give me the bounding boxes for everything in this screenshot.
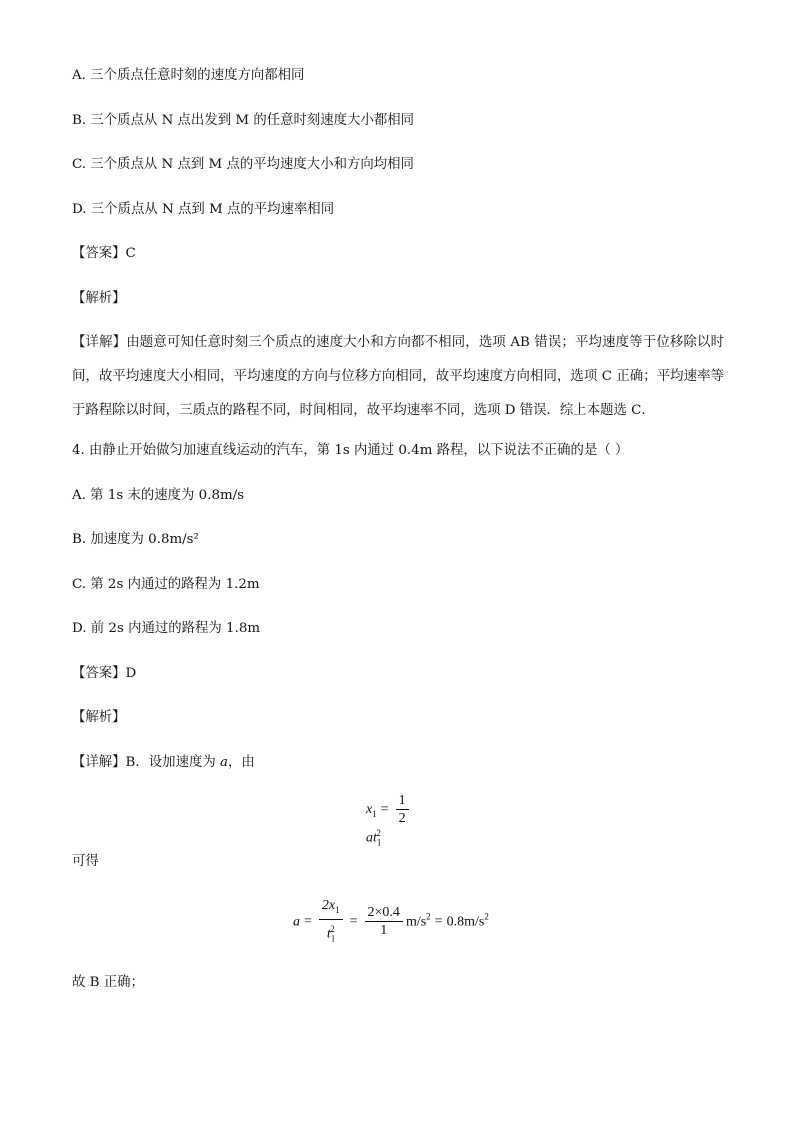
formula2-eq2: = xyxy=(349,914,358,930)
formula2-unit: m/s xyxy=(405,914,427,930)
formula2-eq1: = xyxy=(304,914,312,930)
q4-option-b: B. 加速度为 0.8m/s² xyxy=(72,532,199,547)
formula-displacement xyxy=(366,792,427,847)
formula2-frac2-den: 1 xyxy=(380,923,388,939)
formula2-frac1-den-sup: 2 xyxy=(330,923,335,934)
formula2-lhs: a xyxy=(293,914,300,930)
formula2-eq3: = xyxy=(434,914,443,930)
formula2-frac1-den-text: t xyxy=(326,926,331,942)
q3-option-b: B. 三个质点从 N 点出发到 M 的任意时刻速度大小都相同 xyxy=(72,113,415,128)
detail-suffix: ，由 xyxy=(228,755,255,770)
formula2-result: 0.8m/s xyxy=(446,914,485,930)
q4-conclusion: 故 B 正确； xyxy=(72,975,144,990)
detail-prefix: 【详解】B．设加速度为 xyxy=(72,755,221,770)
formula2-fraction2 xyxy=(365,904,403,940)
q3-option-d: D. 三个质点从 N 点到 M 点的平均速率相同 xyxy=(72,202,335,217)
formula2-unit-sup: 2 xyxy=(426,911,431,922)
formula1-rhs-sub: 1 xyxy=(376,837,382,848)
q4-option-d: D. 前 2s 内通过的路程为 1.8m xyxy=(72,621,261,636)
formula1-rhs-sup: 2 xyxy=(376,828,381,838)
q4-stem: 4. 由静止开始做匀加速直线运动的汽车，第 1s 内通过 0.4m 路程，以下说法不正确的是（ ） xyxy=(72,443,629,458)
formula2-frac1-den-sub: 1 xyxy=(330,933,336,944)
formula1-rhs: at xyxy=(366,830,377,846)
q4-answer: 【答案】D xyxy=(72,666,137,681)
formula2-fraction1 xyxy=(319,897,343,947)
q4-option-c: C. 第 2s 内通过的路程为 1.2m xyxy=(72,577,260,592)
q3-answer: 【答案】C xyxy=(72,246,136,261)
formula1-frac-num: 1 xyxy=(396,792,409,810)
q3-option-c: C. 三个质点从 N 点到 M 点的平均速度大小和方向均相同 xyxy=(72,157,414,172)
q3-analysis-heading: 【解析】 xyxy=(72,291,126,306)
formula2-frac2-num: 2×0.4 xyxy=(365,904,403,922)
q4-detail-intro xyxy=(72,754,255,772)
formula1-lhs-sub: 1 xyxy=(372,809,377,820)
formula1-fraction xyxy=(396,792,409,828)
q4-option-a: A. 第 1s 末的速度为 0.8m/s xyxy=(72,488,245,503)
q3-detail: 【详解】由题意可知任意时刻三个质点的速度大小和方向都不相同，选项 AB 错误；平均速度等于位移除以时间，故平均速度大小相同，平均速度的方向与位移方向相同，故平均速度方向相同，选项 C 正确；平均速率等于路程除以时间，三质点的路程不同，时间相同，故平均速率不同，选项 D 错误．综上本题选 C． xyxy=(72,335,724,418)
formula1-lhs: x xyxy=(366,802,373,818)
formula2-frac1-num-text: 2x xyxy=(321,898,336,913)
detail-variable: a xyxy=(220,755,228,770)
formula2-frac1-den xyxy=(324,920,338,947)
connector-text: 可得 xyxy=(72,854,99,869)
formula2-frac1-num-sub: 1 xyxy=(335,904,340,915)
formula1-frac-den: 2 xyxy=(398,811,406,826)
formula2-result-sup: 2 xyxy=(484,911,489,922)
q3-option-a: A. 三个质点任意时刻的速度方向都相同 xyxy=(72,68,305,83)
formula2-frac1-num xyxy=(319,897,343,920)
formula-acceleration xyxy=(293,897,489,947)
q4-analysis-heading: 【解析】 xyxy=(72,710,126,725)
formula1-eq: = xyxy=(380,802,389,818)
